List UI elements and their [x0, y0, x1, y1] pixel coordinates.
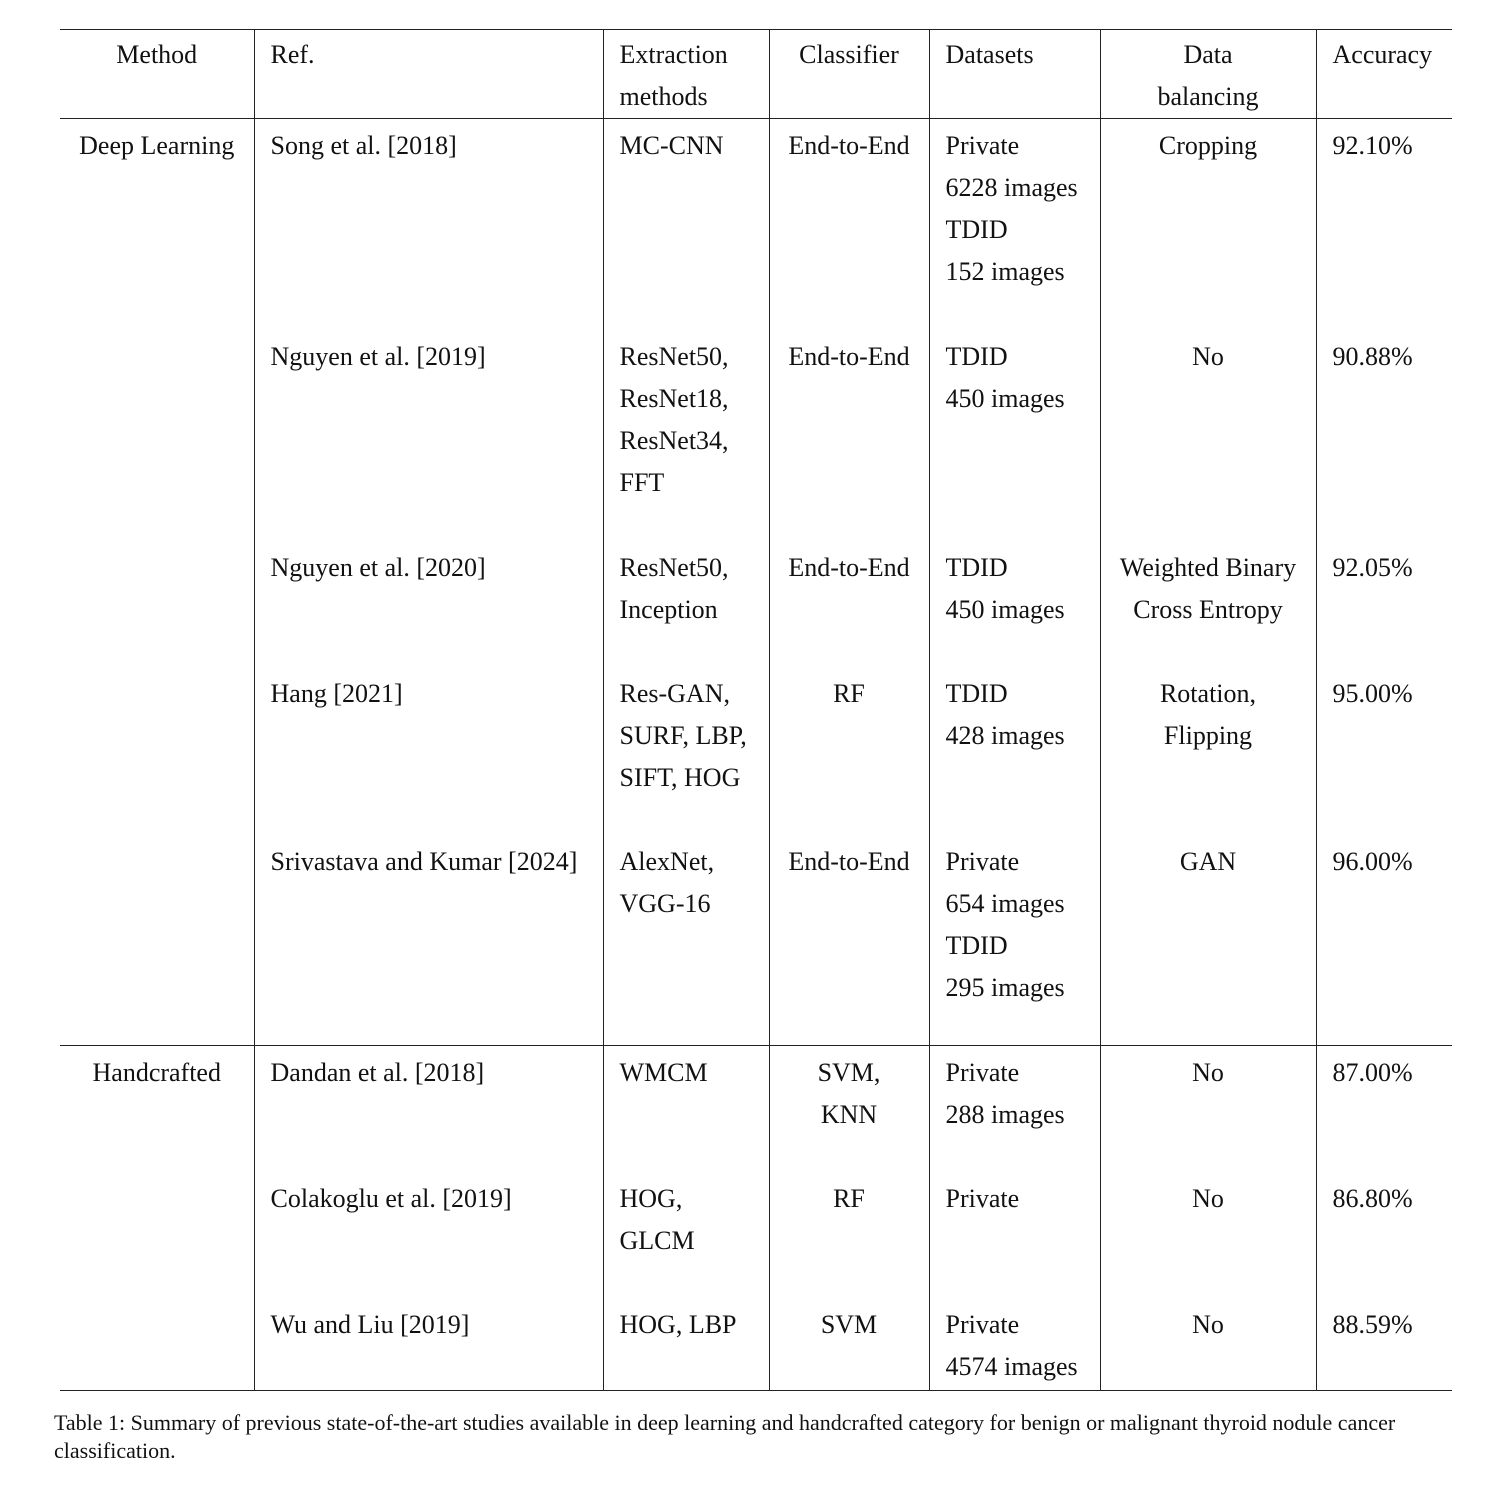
balancing-cell: [1100, 667, 1316, 835]
ref-cell: Nguyen et al. [2019]: [254, 330, 603, 541]
header-ref: Ref.: [254, 30, 603, 119]
datasets-line: TDID: [945, 930, 1008, 960]
datasets-line: 428 images: [945, 720, 1065, 750]
extraction-cell: [603, 1046, 769, 1172]
balancing-line: No: [1192, 1309, 1224, 1339]
datasets-line: TDID: [945, 215, 1008, 244]
header-balancing: [1100, 30, 1316, 119]
datasets-cell: [929, 330, 1100, 541]
table-row: [60, 835, 1452, 1046]
classifier-line: RF: [833, 678, 865, 708]
method-cell: Handcrafted: [60, 1046, 254, 1391]
datasets-cell: [929, 1172, 1100, 1298]
table-row: [60, 119, 1452, 330]
balancing-cell: [1100, 1172, 1316, 1298]
header-balancing-line: balancing: [1157, 82, 1259, 111]
extraction-line: ResNet18,: [619, 383, 729, 413]
balancing-cell: [1100, 1046, 1316, 1172]
classifier-cell: [769, 667, 929, 835]
extraction-line: Res-GAN,: [619, 678, 730, 708]
header-method: Method: [60, 30, 254, 119]
header-datasets: Datasets: [929, 30, 1100, 119]
header-row: [60, 30, 1452, 119]
accuracy-cell: 86.80%: [1316, 1172, 1452, 1298]
classifier-cell: [769, 330, 929, 541]
classifier-cell: [769, 835, 929, 1046]
classifier-line: End-to-End: [788, 846, 910, 876]
balancing-line: No: [1192, 1058, 1224, 1087]
header-extraction-line: methods: [619, 82, 708, 111]
table-row: [60, 1172, 1452, 1298]
table-row: [60, 1298, 1452, 1391]
extraction-cell: [603, 330, 769, 541]
datasets-line: TDID: [945, 678, 1008, 708]
balancing-line: Weighted Binary: [1119, 552, 1297, 582]
accuracy-cell: 92.05%: [1316, 541, 1452, 667]
balancing-line: Flipping: [1163, 720, 1253, 750]
classifier-line: End-to-End: [788, 341, 910, 371]
datasets-line: 6228 images: [945, 173, 1078, 202]
datasets-line: Private: [945, 131, 1020, 160]
balancing-cell: [1100, 330, 1316, 541]
group-handcrafted: [60, 1046, 1452, 1391]
classifier-cell: [769, 119, 929, 330]
extraction-cell: [603, 541, 769, 667]
extraction-line: VGG-16: [619, 888, 711, 918]
datasets-line: 4574 images: [945, 1351, 1078, 1381]
extraction-line: AlexNet,: [619, 846, 715, 876]
extraction-line: SURF, LBP,: [619, 720, 747, 750]
datasets-line: TDID: [945, 552, 1008, 582]
datasets-cell: [929, 119, 1100, 330]
datasets-cell: [929, 667, 1100, 835]
extraction-line: Inception: [619, 594, 718, 624]
datasets-line: 295 images: [945, 972, 1065, 1002]
extraction-line: SIFT, HOG: [619, 762, 741, 792]
datasets-cell: [929, 1298, 1100, 1391]
accuracy-cell: 88.59%: [1316, 1298, 1452, 1391]
table-caption: Table 1: Summary of previous state-of-the-art studies available in deep learning and handcrafted category for benign or malignant thyroid nodule cancer classification.: [54, 1410, 1396, 1463]
classifier-cell: [769, 1298, 929, 1391]
ref-cell: Srivastava and Kumar [2024]: [254, 835, 603, 1046]
extraction-line: MC-CNN: [619, 131, 724, 160]
extraction-cell: [603, 835, 769, 1046]
datasets-line: 152 images: [945, 257, 1065, 286]
header-accuracy: Accuracy: [1316, 30, 1452, 119]
accuracy-cell: 96.00%: [1316, 835, 1452, 1046]
ref-cell: Song et al. [2018]: [254, 119, 603, 330]
classifier-line: SVM,: [817, 1058, 881, 1087]
datasets-line: Private: [945, 1058, 1020, 1087]
classifier-cell: [769, 1046, 929, 1172]
balancing-cell: [1100, 835, 1316, 1046]
datasets-cell: [929, 835, 1100, 1046]
classifier-line: RF: [833, 1183, 865, 1213]
summary-table: [60, 29, 1452, 1391]
datasets-line: Private: [945, 1309, 1020, 1339]
accuracy-cell: 92.10%: [1316, 119, 1452, 330]
extraction-cell: [603, 667, 769, 835]
extraction-line: HOG, LBP: [619, 1309, 737, 1339]
datasets-line: 450 images: [945, 383, 1065, 413]
table-header: [60, 30, 1452, 119]
classifier-line: End-to-End: [788, 131, 910, 160]
datasets-line: 288 images: [945, 1100, 1065, 1129]
balancing-cell: [1100, 1298, 1316, 1391]
extraction-line: ResNet50,: [619, 341, 729, 371]
header-extraction-line: Extraction: [619, 40, 728, 69]
datasets-line: Private: [945, 1183, 1020, 1213]
datasets-cell: [929, 541, 1100, 667]
ref-cell: Dandan et al. [2018]: [254, 1046, 603, 1172]
extraction-line: HOG,: [619, 1183, 683, 1213]
balancing-line: Cross Entropy: [1133, 594, 1283, 624]
ref-cell: Colakoglu et al. [2019]: [254, 1172, 603, 1298]
extraction-cell: [603, 1172, 769, 1298]
balancing-cell: [1100, 119, 1316, 330]
extraction-line: ResNet34,: [619, 425, 729, 455]
balancing-line: No: [1192, 1183, 1224, 1213]
header-extraction: [603, 30, 769, 119]
extraction-line: WMCM: [619, 1058, 708, 1087]
datasets-line: 654 images: [945, 888, 1065, 918]
accuracy-cell: 87.00%: [1316, 1046, 1452, 1172]
datasets-line: Private: [945, 846, 1020, 876]
balancing-line: GAN: [1179, 846, 1237, 876]
balancing-line: Rotation,: [1159, 678, 1257, 708]
group-deep-learning: [60, 119, 1452, 1046]
table-row: [60, 541, 1452, 667]
classifier-line: KNN: [820, 1100, 878, 1129]
classifier-line: SVM: [820, 1309, 878, 1339]
accuracy-cell: 90.88%: [1316, 330, 1452, 541]
classifier-cell: [769, 541, 929, 667]
table-row: [60, 667, 1452, 835]
datasets-line: TDID: [945, 341, 1008, 371]
datasets-cell: [929, 1046, 1100, 1172]
accuracy-cell: 95.00%: [1316, 667, 1452, 835]
header-balancing-line: Data: [1183, 40, 1233, 69]
extraction-line: GLCM: [619, 1225, 695, 1255]
balancing-line: Cropping: [1158, 131, 1258, 160]
table-row: [60, 330, 1452, 541]
classifier-line: End-to-End: [788, 552, 910, 582]
balancing-line: No: [1192, 341, 1224, 371]
ref-cell: Nguyen et al. [2020]: [254, 541, 603, 667]
datasets-line: 450 images: [945, 594, 1065, 624]
extraction-cell: [603, 1298, 769, 1391]
balancing-cell: [1100, 541, 1316, 667]
extraction-line: ResNet50,: [619, 552, 729, 582]
header-classifier: Classifier: [769, 30, 929, 119]
extraction-cell: [603, 119, 769, 330]
method-cell: Deep Learning: [60, 119, 254, 1046]
ref-cell: Hang [2021]: [254, 667, 603, 835]
table-row: [60, 1046, 1452, 1172]
ref-cell: Wu and Liu [2019]: [254, 1298, 603, 1391]
extraction-line: FFT: [619, 467, 665, 497]
classifier-cell: [769, 1172, 929, 1298]
